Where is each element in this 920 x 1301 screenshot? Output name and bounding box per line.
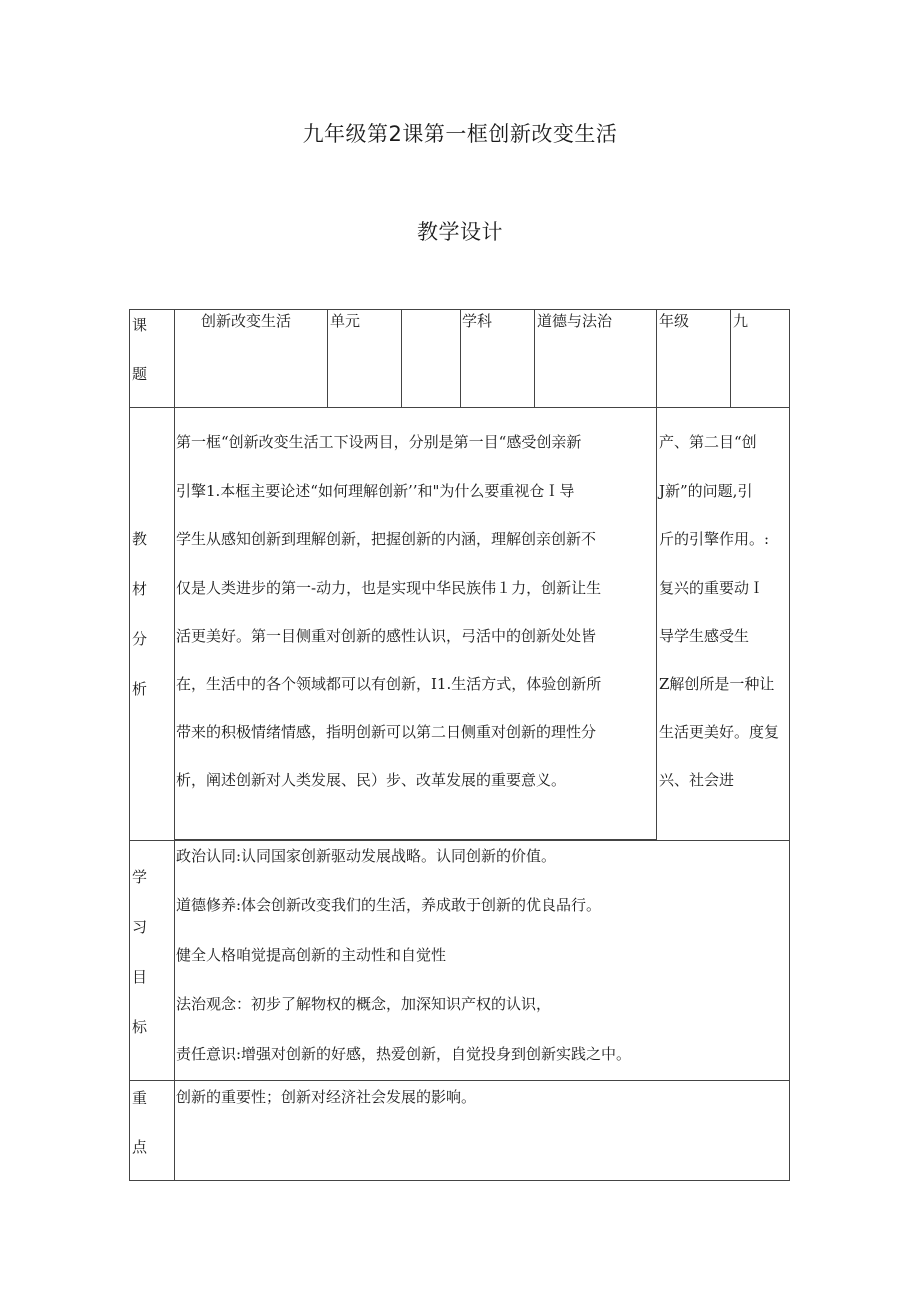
header-col-divider xyxy=(401,309,402,407)
subject-value: 道德与法治 xyxy=(537,312,613,330)
header-col-divider xyxy=(327,309,328,407)
objective-item: 道德修养:体会创新改变我们的生活，养成敢于创新的优良品行。 xyxy=(176,896,602,914)
unit-label: 单元 xyxy=(330,312,361,330)
header-col-divider xyxy=(730,309,731,407)
header-col-divider xyxy=(656,309,657,407)
header-col-divider xyxy=(534,309,535,407)
grade-label: 年级 xyxy=(659,312,690,330)
header-col-divider xyxy=(460,309,461,407)
subject-label: 学科 xyxy=(462,312,493,330)
objective-item: 健全人格咱觉提高创新的主动性和自觉性 xyxy=(176,946,447,964)
objective-item: 政治认同:认同国家创新驱动发展战略。认同创新的价值。 xyxy=(176,847,557,865)
row-divider xyxy=(129,407,790,408)
topic-value: 创新改变生活 xyxy=(201,312,292,330)
key-points-text: 创新的重要性；创新对经济社会发展的影响。 xyxy=(176,1088,477,1106)
document-subtitle: 教学设计 xyxy=(417,220,503,244)
objective-item: 法治观念：初步了解物权的概念，加深知识产权的认识， xyxy=(176,995,552,1013)
objective-item: 责任意识:增强对创新的好感，热爱创新，自觉投身到创新实践之中。 xyxy=(176,1045,632,1063)
table-border-left xyxy=(129,309,130,1181)
analysis-col-divider xyxy=(656,407,657,840)
label-column-divider xyxy=(174,309,175,1181)
document-title: 九年级第2课第一框创新改变生活 xyxy=(302,122,618,146)
row-divider xyxy=(129,1080,790,1081)
table-border-bottom xyxy=(129,1180,790,1181)
grade-value: 九 xyxy=(733,312,749,330)
row-divider xyxy=(129,840,790,841)
table-border-right xyxy=(789,309,790,1181)
